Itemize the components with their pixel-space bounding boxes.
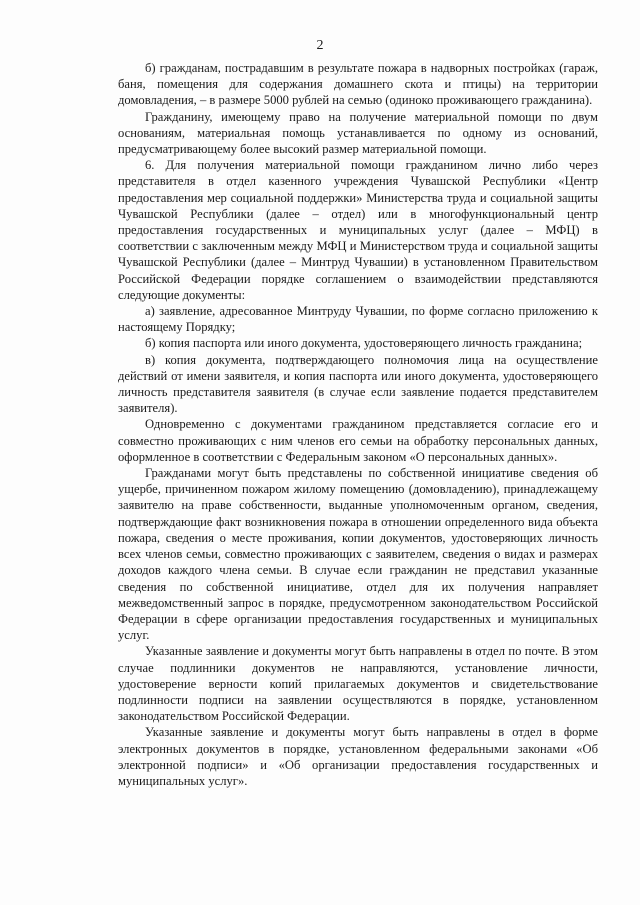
- paragraph-doc-c-authority: в) копия документа, подтверждающего полномочия лица на осуществление действий от имени заявителя, и копия паспорта или иного документа, удостоверяющего личность представителя заявителя (в случае если заявление подается представителем заявителя).: [118, 352, 598, 416]
- paragraph-two-grounds: Гражданину, имеющему право на получение материальной помощи по двум основаниям, материальная помощь устанавливается по одному из оснований, предусматривающему более высокий размер материальной помощи.: [118, 109, 598, 157]
- paragraph-doc-b-passport: б) копия паспорта или иного документа, удостоверяющего личность гражданина;: [145, 336, 583, 351]
- page-number: 2: [316, 38, 324, 53]
- paragraph-electronic-form: Указанные заявление и документы могут быть направлены в отдел в форме электронных документов в порядке, установленном федеральными законами «Об электронной подписи» и «Об организации предоставления государственных и муниципальных услуг».: [118, 725, 598, 788]
- paragraph-item-6-documents: 6. Для получения материальной помощи гражданином лично либо через представителя в отдел казенного учреждения Чувашской Республики «Центр предоставления мер социальной поддержки» Министерства труда и социальной защиты Чувашской Республики (далее – отдел) или в многофункциональный центр предоставления государственных и муниципальных услуг (далее – МФЦ) в соответствии с заключенным между МФЦ и Министерством труда и социальной защиты Чувашской Республики (далее – Минтруд Чувашии) в установленном Правительством Российской Федерации порядке соглашением о взаимодействии представляются следующие документы:: [118, 158, 598, 302]
- paragraph-by-mail: Указанные заявление и документы могут быть направлены в отдел по почте. В этом случае подлинники документов не направляются, установление личности, удостоверение верности копий прилагаемых документов и свидетельствование подлинности подписи на заявлении осуществляются в порядке, установленном законодательством Российской Федерации.: [118, 644, 598, 724]
- paragraph-doc-a-application: а) заявление, адресованное Минтруду Чувашии, по форме согласно приложению к настоящему Порядку;: [118, 304, 598, 335]
- paragraph-own-initiative-info: Гражданами могут быть представлены по собственной инициативе сведения об ущербе, причиненном пожаром жилому помещению (домовладению), принадлежащему заявителю на праве собственности, выданные уполномоченным органом, сведения, подтверждающие факт возникновения пожара в отношении определенного вида объекта пожара, сведения о месте проживания, копии документов, удостоверяющих личность всех членов семьи, совместно проживающих с заявителем, сведения о видах и размерах доходов каждого члена семьи. В случае если гражданин не представил указанные сведения по собственной инициативе, отдел для их получения направляет межведомственный запрос в порядке, предусмотренном законодательством Российской Федерации в сфере организации предоставления государственных и муниципальных услуг.: [118, 466, 598, 643]
- paragraph-consent-personal-data: Одновременно с документами гражданином представляется согласие его и совместно проживающих с ним членов его семьи на обработку персональных данных, оформленное в соответствии с Федеральным законом «О персональных данных».: [118, 417, 598, 464]
- paragraph-damage-outbuildings: б) гражданам, пострадавшим в результате пожара в надворных постройках (гараж, баня, помещения для содержания домашнего скота и птицы) на территории домовладения, – в размере 5000 рублей на семью (одиноко проживающего гражданина).: [118, 61, 598, 108]
- document-body: [118, 60, 598, 789]
